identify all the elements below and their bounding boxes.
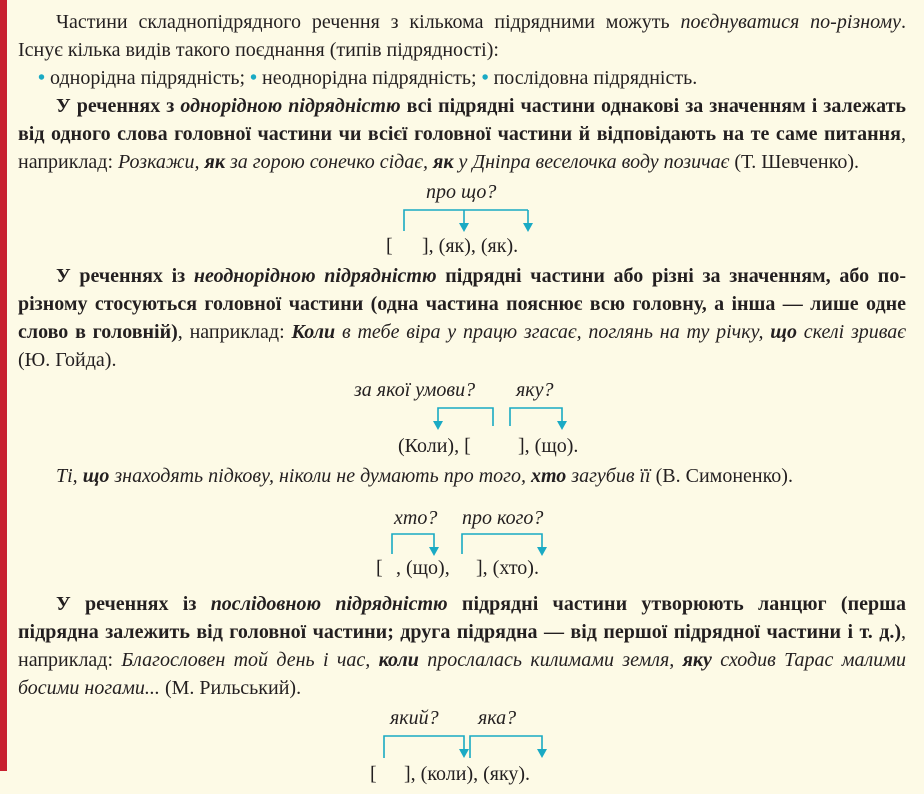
example-lead: , наприклад: (18, 621, 906, 671)
term: неоднорідною підрядністю (193, 265, 437, 287)
bullet-icon: • (481, 67, 489, 89)
conjunction: яку (682, 649, 712, 671)
scheme-heterogeneous (18, 374, 906, 462)
scheme-formula: ], (хто). (476, 557, 539, 579)
type-heterogeneous: неоднорідна підрядність; (262, 67, 477, 89)
heterogeneous-example-2 (18, 462, 906, 490)
scheme-bracket-main: [ (386, 235, 393, 257)
conjunction: коли (378, 649, 419, 671)
scheme-formula: [ (370, 763, 377, 785)
intro-emphasis: поєднуватися по-різному (680, 11, 901, 33)
rule-text: всі підрядні частини однакові за значенням і залежать від одного слова головної частини чи всієї головної частини й відповідають на те саме питання (18, 95, 907, 145)
conjunction: що (770, 321, 797, 343)
conjunction: що (82, 465, 110, 487)
scheme-question: яку? (516, 379, 554, 401)
example-text: за горою сонечко сідає, (224, 151, 434, 173)
conjunction: як (433, 151, 454, 173)
example-lead: , наприклад: (177, 321, 292, 343)
rule-text: У реченнях із (56, 593, 211, 615)
type-sequential: послідовна підрядність. (493, 67, 698, 89)
scheme-heterogeneous-2 (18, 490, 906, 590)
type-homogeneous: однорідна підрядність; (50, 67, 245, 89)
conjunction: як (204, 151, 225, 173)
scheme-sequential (18, 702, 906, 794)
bullet-icon: • (38, 67, 46, 89)
author: (М. Рильський). (159, 677, 302, 699)
scheme-question: за якої умови? (354, 379, 476, 401)
example-text: у Дніпра веселочка воду позичає (453, 151, 730, 173)
scheme-arrows (18, 490, 906, 590)
intro-paragraph (18, 8, 906, 64)
example-text: Благословен той день і час, (121, 649, 379, 671)
rule-text: У реченнях з (56, 95, 181, 117)
intro-text-end: . Існує кілька видів такого поєднання (типів підрядності): (18, 11, 906, 61)
example-text: Ті, (56, 465, 83, 487)
example-text: прослалась килимами земля, (418, 649, 683, 671)
types-list (18, 64, 906, 92)
sequential-paragraph (18, 590, 906, 702)
homogeneous-paragraph (18, 92, 906, 176)
example-text: загубив її (566, 465, 651, 487)
intro-text: Частини складнопідрядного речення з кількома підрядними можуть (56, 11, 681, 33)
author: (В. Симоненко). (650, 465, 793, 487)
scheme-question: про кого? (462, 507, 544, 529)
scheme-question: про що? (426, 181, 497, 203)
rule-text: У реченнях із (56, 265, 194, 287)
example-text: знаходять підкову, ніколи не думають про того, (109, 465, 531, 487)
term: послідовною підрядністю (210, 593, 448, 615)
author: (Ю. Гойда). (18, 349, 117, 371)
scheme-question: хто? (394, 507, 438, 529)
author: (Т. Шевченко). (729, 151, 859, 173)
conjunction: Коли (291, 321, 336, 343)
scheme-formula: [ (376, 557, 383, 579)
bullet-icon: • (250, 67, 258, 89)
rule-text: підрядні частини утворюють ланцюг (перша підрядна залежить від головної частини; друга підрядна — від першої підрядної частини і т. д.) (18, 593, 907, 643)
left-red-bar (0, 0, 7, 771)
example-text: скелі зриває (796, 321, 907, 343)
scheme-formula: ], (як), (як). (422, 235, 519, 257)
page-content (18, 8, 906, 794)
scheme-formula: ], (коли), (яку). (404, 763, 531, 785)
term: однорідною підрядністю (180, 95, 401, 117)
scheme-homogeneous (18, 176, 906, 262)
scheme-formula: (Коли), [ (398, 435, 471, 457)
heterogeneous-paragraph (18, 262, 906, 374)
scheme-formula: ], (що). (518, 435, 579, 457)
example-text: сходив Тарас малими босими ногами... (18, 649, 906, 699)
example-lead: , наприклад: (18, 123, 906, 173)
scheme-question: яка? (478, 707, 517, 729)
rule-text: підрядні частини або різні за значенням, або по-різному стосуються головної частини (одна частина пояснює всю головну, а інша — лише одне слово в головній) (18, 265, 906, 343)
conjunction: хто (530, 465, 567, 487)
scheme-question: який? (390, 707, 439, 729)
example-text: Розкажи, (118, 151, 205, 173)
scheme-formula: , (що), (396, 557, 450, 579)
example-text: в тебе віра у працю згасає, поглянь на ту річку, (335, 321, 771, 343)
